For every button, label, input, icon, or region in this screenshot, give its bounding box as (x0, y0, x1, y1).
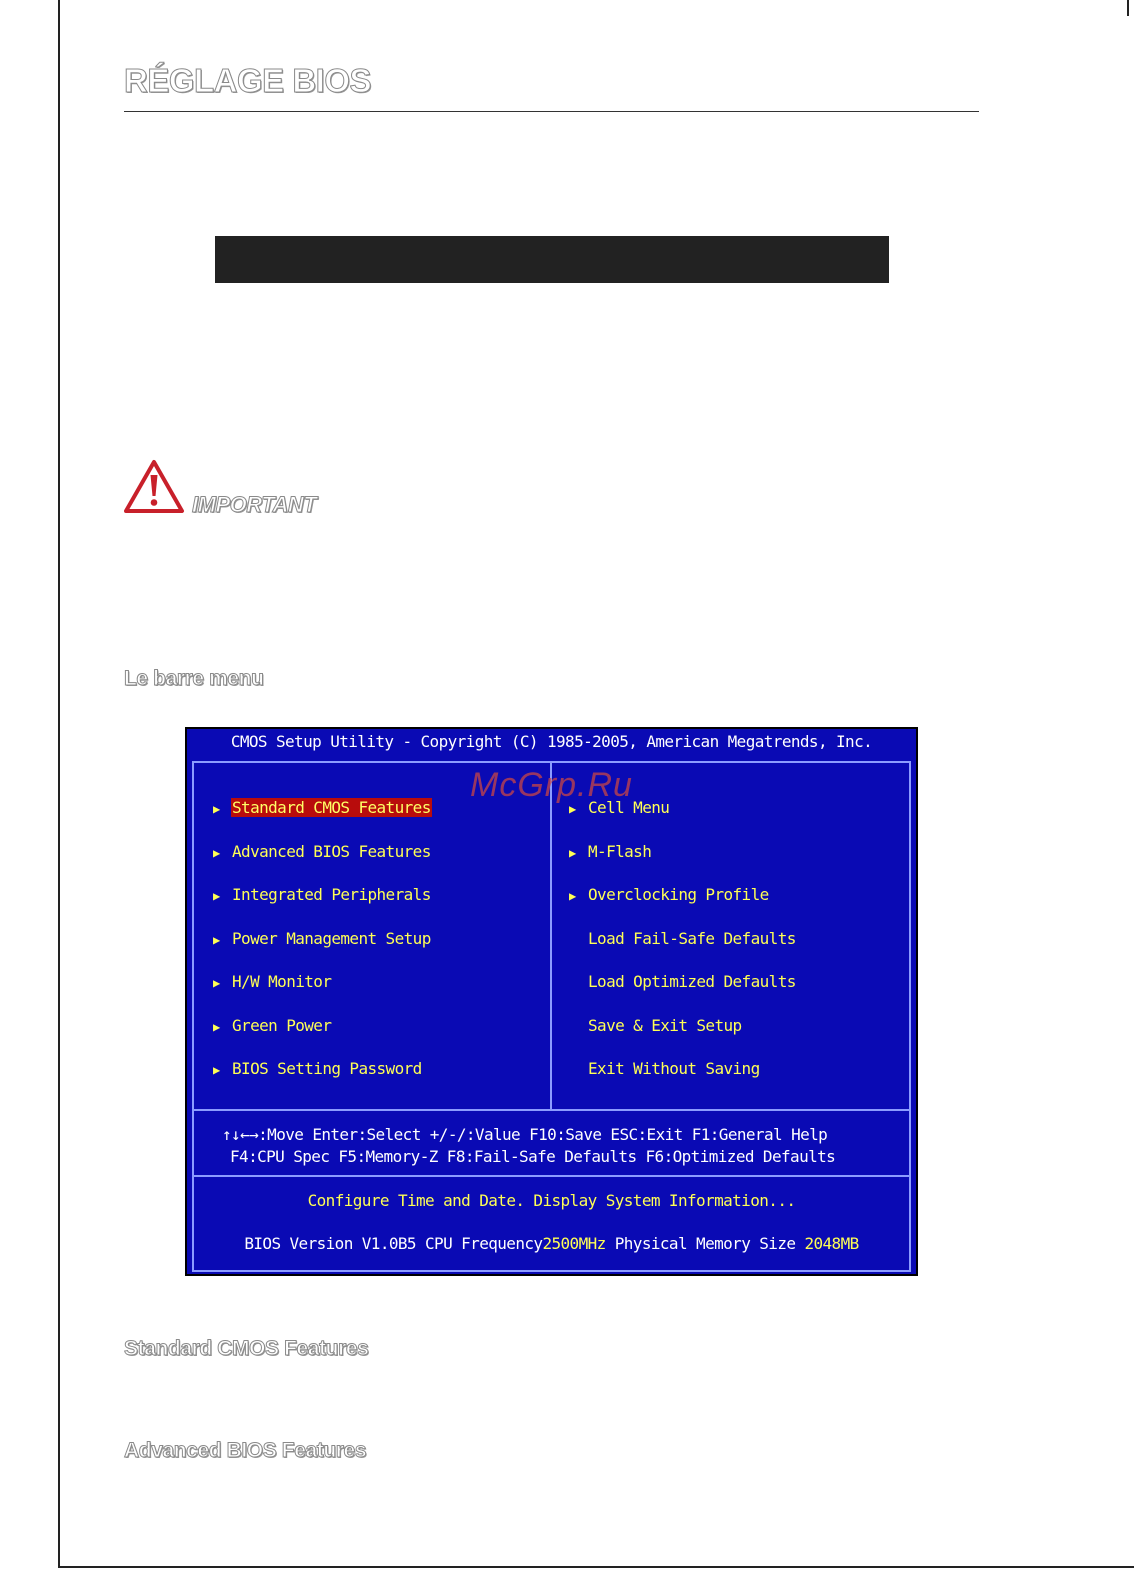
triangle-right-icon: ▶ (569, 802, 576, 816)
bios-info-divider (194, 1175, 909, 1177)
page-border-left (58, 0, 60, 1568)
memory-size-value: 2048MB (804, 1234, 859, 1253)
bios-menu-exit-without-saving[interactable]: Exit Without Saving (588, 1059, 760, 1078)
bios-version: BIOS Version V1.0B5 (244, 1234, 416, 1253)
heading-standard-cmos: Standard CMOS Features (124, 1337, 369, 1360)
heading-menu-bar: Le barre menu (124, 667, 264, 690)
cpu-frequency-value: 2500MHz (542, 1234, 606, 1253)
bios-status-line (194, 1233, 909, 1255)
triangle-right-icon: ▶ (569, 846, 576, 860)
bios-menu-integrated-peripherals[interactable]: ▶ Integrated Peripherals (213, 884, 432, 906)
redacted-bar (215, 236, 889, 283)
bios-help-line-2: F4:CPU Spec F5:Memory-Z F8:Fail-Safe Defaults F6:Optimized Defaults (230, 1147, 836, 1166)
triangle-right-icon: ▶ (213, 976, 220, 990)
title-divider (124, 111, 979, 112)
bios-menu-advanced-bios[interactable]: ▶ Advanced BIOS Features (213, 841, 432, 863)
bios-help-divider (194, 1109, 909, 1111)
bios-column-divider (550, 763, 552, 1109)
warning-triangle-icon (123, 459, 185, 515)
bios-help-line-1: ↑↓←→:Move Enter:Select +/-/:Value F10:Save ESC:Exit F1:General Help (222, 1125, 828, 1144)
memory-size-label: Physical Memory Size (614, 1234, 796, 1253)
bios-screenshot (185, 727, 918, 1276)
bios-main-frame (192, 761, 911, 1272)
bios-menu-overclocking-profile[interactable]: ▶ Overclocking Profile (569, 884, 770, 906)
bios-header: CMOS Setup Utility - Copyright (C) 1985-2005, American Megatrends, Inc. (187, 729, 916, 755)
bios-menu-load-failsafe[interactable]: Load Fail-Safe Defaults (588, 929, 796, 948)
bios-item-description: Configure Time and Date. Display System Information... (307, 1191, 796, 1210)
triangle-right-icon: ▶ (213, 1063, 220, 1077)
cpu-frequency-label: CPU Frequency (425, 1234, 543, 1253)
triangle-right-icon: ▶ (569, 889, 576, 903)
triangle-right-icon: ▶ (213, 802, 220, 816)
bios-menu-hw-monitor[interactable]: ▶ H/W Monitor (213, 971, 332, 993)
triangle-right-icon: ▶ (213, 1020, 220, 1034)
important-label: IMPORTANT (192, 492, 317, 517)
page-border-bottom (58, 1566, 1134, 1568)
triangle-right-icon: ▶ (213, 933, 220, 947)
bios-menu-bios-password[interactable]: ▶ BIOS Setting Password (213, 1058, 423, 1080)
bios-menu-cell-menu[interactable]: ▶ Cell Menu (569, 797, 670, 819)
bios-menu-load-optimized[interactable]: Load Optimized Defaults (588, 972, 796, 991)
triangle-right-icon: ▶ (213, 889, 220, 903)
page-title: RÉGLAGE BIOS (124, 62, 372, 99)
bios-menu-standard-cmos[interactable]: ▶ Standard CMOS Features (213, 797, 432, 819)
bios-menu-m-flash[interactable]: ▶ M-Flash (569, 841, 652, 863)
bios-menu-save-exit[interactable]: Save & Exit Setup (588, 1016, 742, 1035)
heading-advanced-bios: Advanced BIOS Features (124, 1439, 367, 1462)
triangle-right-icon: ▶ (213, 846, 220, 860)
bios-menu-green-power[interactable]: ▶ Green Power (213, 1015, 332, 1037)
page-border-right (1127, 0, 1129, 16)
bios-menu-power-management[interactable]: ▶ Power Management Setup (213, 928, 432, 950)
watermark: McGrp.Ru (470, 766, 633, 804)
